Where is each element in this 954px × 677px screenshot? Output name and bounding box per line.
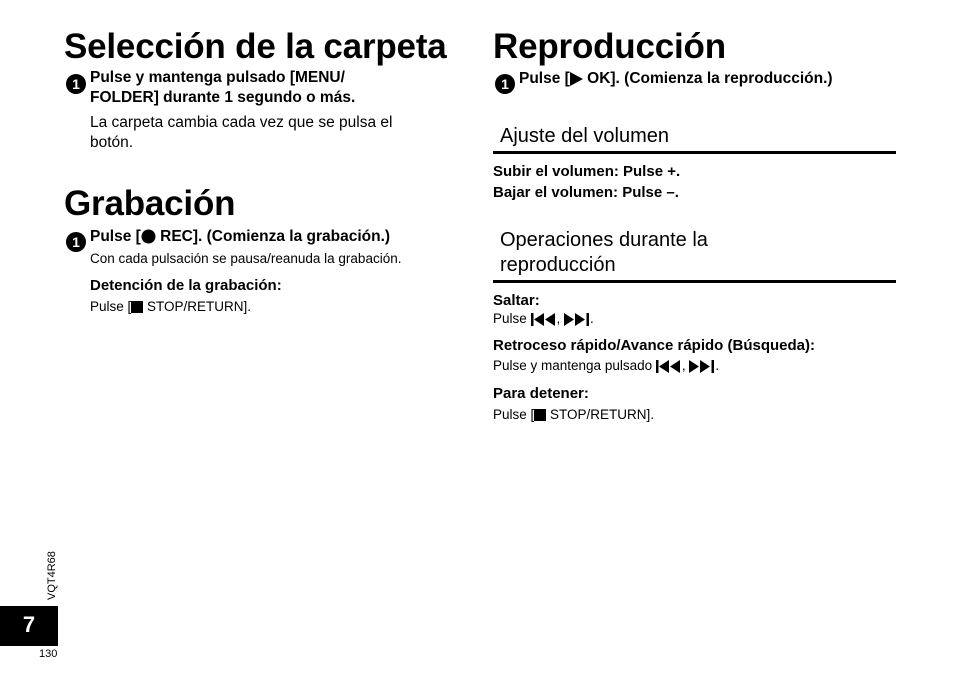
ops-heading-line2: reproducción bbox=[500, 254, 616, 276]
volume-heading: Ajuste del volumen bbox=[500, 125, 669, 147]
folder-step-number: 1 bbox=[66, 74, 86, 94]
folder-title: Selección de la carpeta bbox=[64, 27, 447, 66]
rec-stop-line bbox=[90, 298, 251, 316]
rec-stop-prefix: Pulse [ bbox=[90, 299, 132, 314]
play-title: Reproducción bbox=[493, 27, 726, 66]
rec-step-suffix: REC]. (Comienza la grabación.) bbox=[155, 228, 391, 245]
skip-line bbox=[493, 310, 594, 328]
volume-up: Subir el volumen: Pulse +. bbox=[493, 163, 681, 180]
volume-heading-rule bbox=[493, 151, 896, 154]
skip-end: . bbox=[590, 311, 594, 326]
skip-heading: Saltar: bbox=[493, 292, 540, 309]
search-heading: Retroceso rápido/Avance rápido (Búsqueda): bbox=[493, 337, 816, 354]
play-stop-line bbox=[493, 406, 654, 424]
rec-step bbox=[90, 227, 390, 247]
search-separator: , bbox=[681, 358, 690, 373]
ops-heading-line1: Operaciones durante la bbox=[500, 229, 708, 251]
rec-stop-suffix: STOP/RETURN]. bbox=[143, 299, 252, 314]
play-stop-suffix: STOP/RETURN]. bbox=[546, 407, 655, 422]
folder-note-line1: La carpeta cambia cada vez que se pulsa el bbox=[90, 114, 393, 131]
skip-separator: , bbox=[556, 311, 565, 326]
rec-note: Con cada pulsación se pausa/reanuda la grabación. bbox=[90, 251, 402, 266]
search-line bbox=[493, 357, 719, 375]
skip-back-icon bbox=[656, 360, 682, 373]
stop-square-icon bbox=[534, 409, 546, 421]
model-code: VQT4R68 bbox=[46, 551, 58, 600]
search-prefix: Pulse y mantenga pulsado bbox=[493, 358, 656, 373]
page-number: 130 bbox=[39, 648, 58, 660]
folder-step-line2: FOLDER] durante 1 segundo o más. bbox=[90, 89, 356, 106]
page-box: 7 bbox=[0, 606, 58, 646]
play-step bbox=[519, 69, 833, 89]
play-step-number: 1 bbox=[495, 74, 515, 94]
rec-stop-heading: Detención de la grabación: bbox=[90, 277, 282, 294]
volume-down: Bajar el volumen: Pulse –. bbox=[493, 184, 679, 201]
play-stop-prefix: Pulse [ bbox=[493, 407, 535, 422]
skip-back-icon bbox=[531, 313, 557, 326]
rec-step-number: 1 bbox=[66, 232, 86, 252]
play-step-prefix: Pulse [ bbox=[519, 70, 570, 87]
play-triangle-icon bbox=[570, 72, 583, 86]
skip-forward-icon bbox=[564, 313, 590, 326]
ops-heading-rule bbox=[493, 280, 896, 283]
folder-step-line1: Pulse y mantenga pulsado [MENU/ bbox=[90, 69, 345, 86]
rec-title: Grabación bbox=[64, 184, 236, 223]
record-dot-icon bbox=[141, 229, 156, 244]
play-step-suffix: OK]. (Comienza la reproducción.) bbox=[582, 70, 833, 87]
skip-prefix: Pulse bbox=[493, 311, 531, 326]
skip-forward-icon bbox=[689, 360, 715, 373]
play-stop-heading: Para detener: bbox=[493, 385, 589, 402]
folder-note-line2: botón. bbox=[90, 134, 134, 151]
search-end: . bbox=[715, 358, 720, 373]
rec-step-prefix: Pulse [ bbox=[90, 228, 141, 245]
stop-square-icon bbox=[131, 301, 143, 313]
